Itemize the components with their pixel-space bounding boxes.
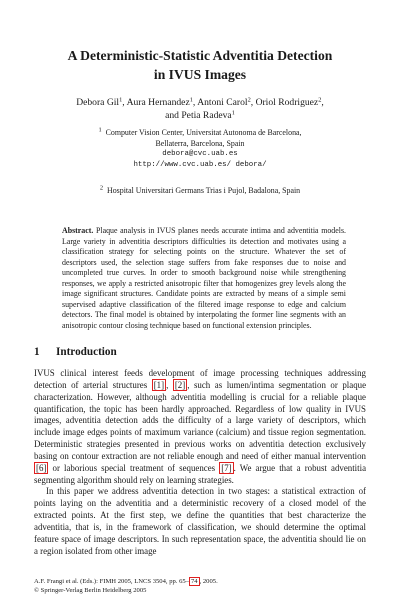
author-affiliation-mark: 2: [247, 96, 251, 104]
title-line-1: A Deterministic-Statistic Adventitia Detection: [67, 48, 333, 63]
author-affiliation-mark: 1: [231, 109, 235, 117]
publication-footer: [34, 578, 218, 595]
author-affiliation-mark: 1: [189, 96, 193, 104]
body-paragraph: In this paper we address adventitia detection in two stages: a statistical extraction of points laying on the adventitia and a deterministic recovery of a closed model of the extracted points. At the first step, we define the quantities that best characterize the adventitia, that is, in the framework of classification, we should determine the optimal feature space of image descriptors. In such representation space, the adventitia should lie on a region isolated from other image: [34, 486, 366, 556]
page-range-link[interactable]: 74: [190, 578, 198, 585]
citation-link[interactable]: [1]: [153, 379, 165, 390]
body-text: IVUS clinical interest feeds development of image processing techniques addressing detection of arterial structures: [34, 368, 366, 390]
affiliation-1: [40, 127, 360, 171]
abstract: [62, 226, 346, 331]
author-name: Petia Radeva: [181, 110, 232, 121]
author-name: Aura Hernandez: [126, 97, 190, 108]
citation-link[interactable]: [6]: [36, 462, 47, 473]
citation-link[interactable]: [7]: [221, 462, 232, 473]
author-conjunction: and: [165, 110, 179, 121]
paper-title: [20, 46, 380, 84]
author-name: Oriol Rodriguez: [255, 97, 319, 108]
body-text: , such as lumen/intima segmentation or plaque characterization. However, although adventitia modelling is crucial for a reliable plaque quantification, the topic has been hardly approached. Regardless of low quality in IVUS images, adventitia detection adds the difficulty of a large variety of descriptors, which include image edges points of maximum variance (calcium) and tissue region segmentation. Deterministic strategies presented in previous works on adventitia detection exclusively basing on contour extraction are not reliable enough and need of either manual intervention: [34, 379, 367, 461]
section-body: [34, 368, 366, 558]
author-name: Antoni Carol: [197, 97, 248, 108]
body-text: or laborious special treatment of sequences: [52, 462, 216, 473]
section-number: 1: [34, 346, 40, 358]
author-list: Debora Gil$^1$, Aura Hernandez$^1$, Antoni Carol$^2$, Oriol Rodriguez$^2$, and Petia Radeva$^1$: [76, 96, 324, 121]
author-homepage-link[interactable]: http://www.cvc.uab.es/ debora/: [133, 161, 267, 169]
section-title: Introduction: [56, 346, 117, 358]
citation-info: [34, 578, 218, 587]
abstract-label: Abstract.: [62, 226, 94, 235]
author-email[interactable]: debora@cvc.uab.es: [162, 150, 238, 158]
affiliation-institution: Hospital Universitari Germans Trias i Pujol, Badalona, Spain: [107, 186, 301, 195]
citation-link[interactable]: [2]: [174, 379, 186, 390]
affiliation-mark: 2: [99, 184, 104, 192]
section-heading: [34, 346, 117, 358]
title-line-2: in IVUS Images: [153, 67, 247, 82]
citation-text: , 2005.: [199, 578, 218, 585]
body-text: . We argue that a robust adventitia segmenting algorithm should rely on learning strategies.: [34, 462, 367, 485]
affiliation-2: [40, 185, 360, 196]
abstract-text: Plaque analysis in IVUS planes needs accurate intima and adventitia models. Large variety in adventitia descriptors difficulties its detection and motivates using a classification strategy for selecting points on the structure. Whatever the set of descriptors used, the selection stage suffers from fake responses due to noise and uncompleted true curves. In order to smooth background noise while strengthening responses, we apply a restricted anisotropic filter that homogenizes grey levels along the image significant structures. Candidate points are extracted by means of a simple semi supervised adaptive classification of the filtered image response to edge and calcium detectors. The final model is obtained by interpolating the former line segments with an anisotropic contour closing technique based on functional extension principles.: [62, 226, 346, 330]
affiliation-mark: 1: [98, 126, 102, 134]
author-affiliation-mark: 1: [119, 96, 123, 104]
author-affiliation-mark: 2: [318, 96, 322, 104]
affiliation-location: Bellaterra, Barcelona, Spain: [155, 139, 245, 148]
citation-text: A.F. Frangi et al. (Eds.): FIMH 2005, LNCS 3504, pp. 65–: [34, 578, 189, 585]
body-paragraph: IVUS clinical interest feeds development of image processing techniques addressing detection of arterial structures [1] , [2] , such as lumen/intima segmentation or plaque characterization. However, although adventitia modelling is crucial for a reliable plaque quantification, the topic has been hardly approached. Regardless of low quality in IVUS images, adventitia detection adds the difficulty of a large variety of descriptors, which include image edges points of maximum variance (calcium) and tissue region segmentation. Deterministic strategies presented in previous works on adventitia detection exclusively basing on contour extraction are not reliable enough and need of either manual intervention [6] or laborious special treatment of sequences [7] . We argue that a robust adventitia segmenting algorithm should rely on learning strategies.: [34, 368, 367, 485]
author-name: Debora Gil: [76, 97, 120, 108]
copyright-notice: © Springer-Verlag Berlin Heidelberg 2005: [34, 586, 147, 594]
affiliation-institution: Computer Vision Center, Universitat Autonoma de Barcelona,: [105, 128, 302, 137]
